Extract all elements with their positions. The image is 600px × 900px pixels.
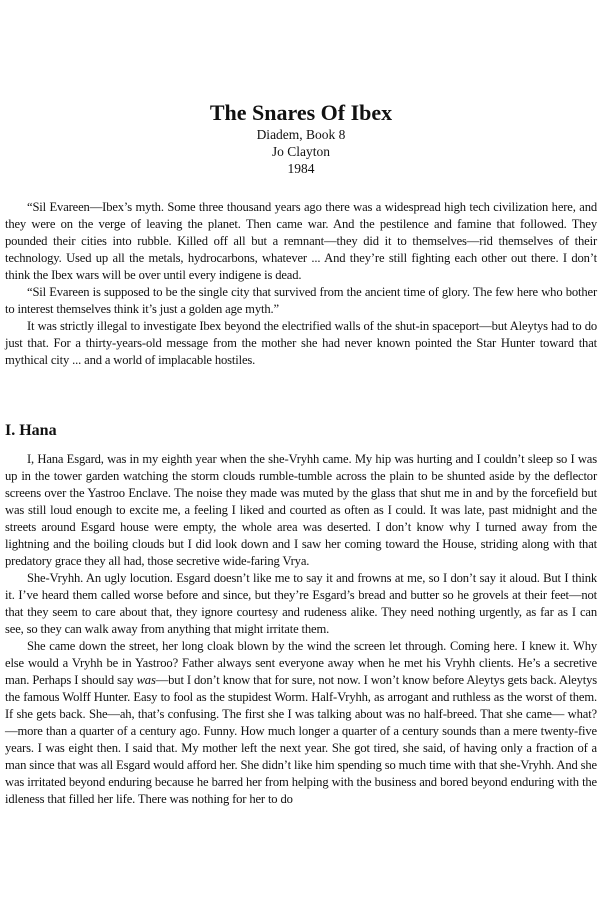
paragraph-3-text-after: —but I don’t know that for sure, not now. I won’t know before Aleytys gets back. Aleytys the famous Wolff Hunter. Easy to fool as the stupidest Worm. Half-Vryhh, as arrogant and ruthless as the worst of them. If she gets back. She—ah, that’s confusing. The first she I was talking about was no half-breed. That she came— what?—more than a quarter of a century ago. Funny. How much longer a quarter of a century sounds than a mere twenty-five years. I was eight then. I said that. My mother left the next year. She got tired, she said, of having only a fraction of a man since that was all Esgard would afford her. She didn’t like him spending so much time with that she-Vryhh. And she was irritated beyond enduring because he barred her from helping with the business and bored beyond enduring with the idleness that filled her life. There was nothing for her to do xyxy=(5,673,597,806)
blurb-paragraph-2: “Sil Evareen is supposed to be the single city that survived from the ancient time of glory. The few here who bother to interest themselves think it’s just a golden age myth.” xyxy=(5,285,597,316)
chapter-body xyxy=(5,451,597,808)
chapter-paragraph-1: I, Hana Esgard, was in my eighth year when the she-Vryhh came. My hip was hurting and I couldn’t sleep so I was up in the tower garden watching the storm clouds rumble-tumble across the plain to be shunted aside by the deflector screens over the Yastroo Enclave. The noise they made was muted by the glass that shut me in and by the forcefield but was still loud enough to excite me, a feeling I liked and courted as often as I could. It was late, past midnight and the streets around Esgard house were empty, the whole area was deserted. I don’t know why I turned away from the lightning and the boiling clouds but I did look down and I saw her coming toward the House, striding along with that predatory grace they all had, those secretive wide-faring Vrya. xyxy=(5,452,597,568)
chapter-paragraph-3 xyxy=(5,638,597,808)
book-title: The Snares Of Ibex xyxy=(209,100,393,125)
document-page xyxy=(5,100,597,808)
chapter-paragraph-2: She-Vryhh. An ugly locution. Esgard doesn’t like me to say it and frowns at me, so I don’t say it aloud. But I think it. I’ve heard them called worse before and since, but they’re Esgard’s bread and butter so he grovels at their feet—not that they seem to care about that, they ignore courtesy and rudeness alike. They need nothing urgently, as far as I can see, so they can walk away from anything that might irritate them. xyxy=(5,571,597,636)
series-line: Diadem, Book 8 xyxy=(256,127,346,142)
chapter-heading: I. Hana xyxy=(5,422,57,439)
blurb-paragraph-1: “Sil Evareen—Ibex’s myth. Some three thousand years ago there was a widespread high tech civilization here, and they were on the verge of leaving the planet. Then came war. And the pestilence and famine that followed. They pounded their cities into rubble. Killed off all but a remnant—they did it to themselves—rid themselves of their technology. Used up all the metals, hydrocarbons, whatever ... And they’re still fighting each other out there. I don’t think the Ibex wars will be over until every indigene is dead. xyxy=(5,200,597,282)
blurb-section xyxy=(5,199,597,369)
blurb-paragraph-3: It was strictly illegal to investigate Ibex beyond the electrified walls of the shut-in spaceport—but Aleytys had to do just that. For a thirty-years-old message from the mother she had never known pointed the Star Hunter toward that mythical city ... and a world of implacable hostiles. xyxy=(5,319,597,367)
author-line: Jo Clayton xyxy=(271,144,331,159)
paragraph-3-text-before: She came down the street, her long cloak blown by the wind the screen let through. Coming here. I knew it. Why else would a Vryhh be in Yastroo? Father always sent everyone away when he met his Vryhh clients. He’s a secretive man. Perhaps I should say xyxy=(5,639,597,687)
year-line: 1984 xyxy=(287,161,315,176)
emphasized-word: was xyxy=(136,673,156,687)
